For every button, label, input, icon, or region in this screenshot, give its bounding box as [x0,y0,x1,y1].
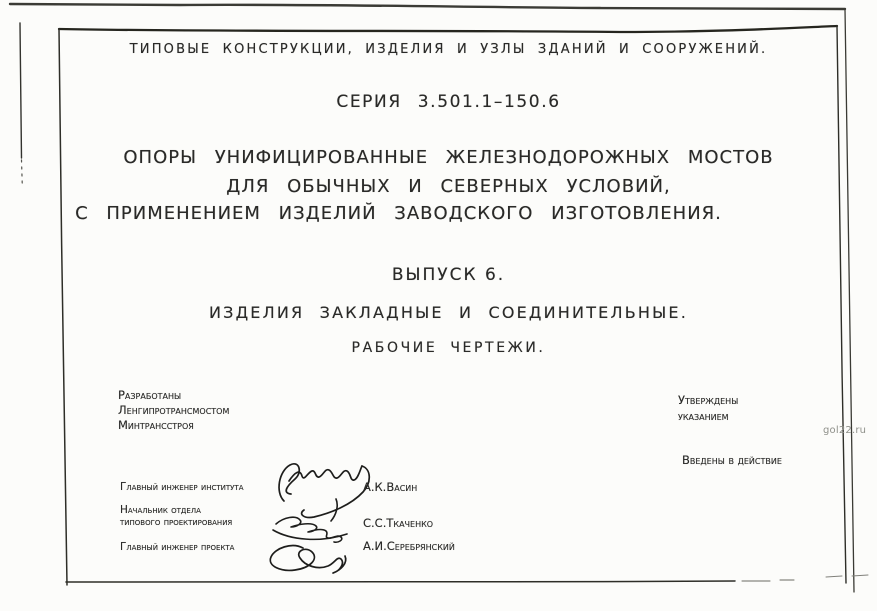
issue-number: ВЫПУСК 6. [391,265,506,285]
signatory-role-2-line-2: типового проектирования [120,516,233,528]
signatory-role-2-line-1: Начальник отдела [120,504,201,516]
sheet-top-edge [10,4,845,9]
sheet-left-edge-fade [22,160,23,186]
developed-by-line: Разработаны [118,388,182,402]
frame-top [59,26,837,32]
signatory-role-1: Главный инженер института [120,481,244,493]
document-type: РАБОЧИЕ ЧЕРТЕЖИ. [351,340,546,356]
approved-by: указанием [678,409,729,423]
signatory-role-3: Главный инженер проекта [120,541,235,553]
subtitle: ИЗДЕЛИЯ ЗАКЛАДНЫЕ И СОЕДИНИТЕЛЬНЫЕ. [208,303,689,322]
series-number: СЕРИЯ 3.501.1–150.6 [336,92,561,112]
signatory-name-1: А.К.Васин [363,480,418,494]
title-line-1: ОПОРЫ УНИФИЦИРОВАННЫЕ ЖЕЛЕЗНОДОРОЖНЫХ МОСТОВ [123,147,774,168]
title-line-3: С ПРИМЕНЕНИЕМ ИЗДЕЛИЙ ЗАВОДСКОГО ИЗГОТОВЛЕНИЯ. [75,203,722,224]
signature-vasin [279,464,369,518]
sheet-right-edge [845,9,854,592]
sheet-left-edge [20,23,22,158]
frame-bottom-fade [742,580,794,581]
developed-by-ministry: Минтрансстроя [118,418,194,432]
frame-bottom-dashes [826,575,868,577]
effective-line: Введены в действие [682,453,782,467]
signatory-name-2: С.С.Ткаченко [363,516,434,530]
site-watermark: gol22.ru [823,425,867,436]
title-line-2: ДЛЯ ОБЫЧНЫХ И СЕВЕРНЫХ УСЛОВИЙ, [226,176,671,197]
frame-right [837,26,846,583]
approved-block [678,392,738,424]
signatory-role-2 [120,504,232,528]
developed-by-block [118,388,229,433]
approved-line: Утверждены [678,393,739,407]
signature-serebryansky [270,546,345,573]
signature-tkachenko [273,499,347,542]
document-header: ТИПОВЫЕ КОНСТРУКЦИИ, ИЗДЕЛИЯ И УЗЛЫ ЗДАНИЙ И СООРУЖЕНИЙ. [129,42,768,57]
signatory-name-3: А.И.Серебрянский [363,539,455,553]
frame-bottom [66,581,735,582]
developed-by-org: Ленгипротрансмостом [118,403,230,417]
